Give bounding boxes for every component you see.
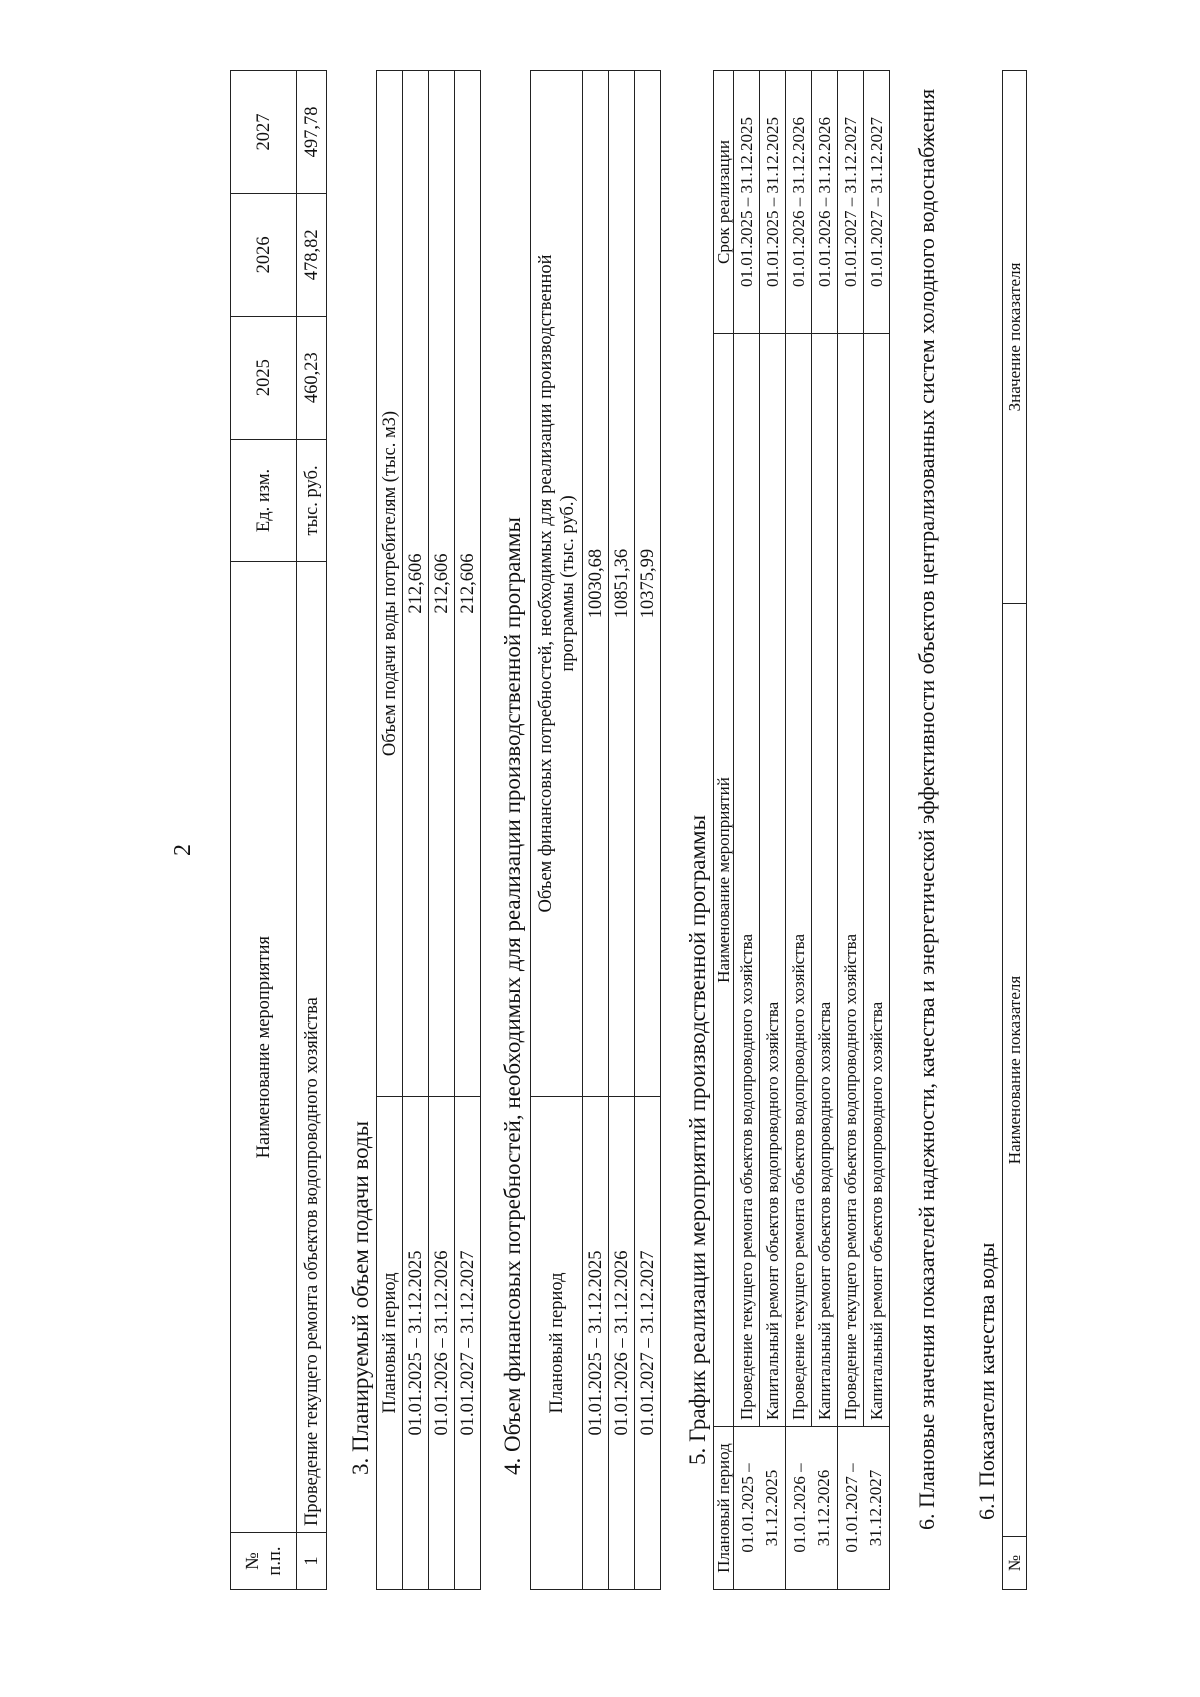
header-financial-needs: Объем финансовых потребностей, необходимых для реализации производственной программы (тыс. руб.) — [531, 71, 583, 1097]
table-row — [403, 71, 429, 1590]
cell-period: 01.01.2027 – 31.12.2027 — [635, 1097, 661, 1590]
cell-amount: 10851,36 — [609, 71, 635, 1097]
cell-deadline: 01.01.2026 – 31.12.2026 — [812, 71, 838, 334]
cell-measure: Капитальный ремонт объектов водопроводного хозяйства — [812, 334, 838, 1427]
page-number: 2 — [170, 844, 196, 856]
cell-period: 01.01.2026 – 31.12.2026 — [429, 1097, 455, 1590]
section-6-1-subtitle: 6.1 Показатели качества воды — [974, 1242, 999, 1520]
table-row — [583, 71, 609, 1590]
cell-measure: Капитальный ремонт объектов водопроводного хозяйства — [760, 334, 786, 1427]
cell-deadline: 01.01.2026 – 31.12.2026 — [786, 71, 812, 334]
water-supply-volume-table — [376, 70, 481, 1590]
measures-cost-table — [230, 70, 327, 1590]
table-row — [635, 71, 661, 1590]
header-2025: 2025 — [231, 316, 297, 439]
cell-deadline: 01.01.2027 – 31.12.2027 — [864, 71, 890, 334]
header-planned-period: Плановый период — [377, 1097, 403, 1590]
table-row — [609, 71, 635, 1590]
cell-period: 01.01.2025 – 31.12.2025 — [583, 1097, 609, 1590]
financial-needs-table — [530, 70, 661, 1590]
header-measure-name: Наименование мероприятия — [231, 562, 297, 1533]
table-row — [786, 71, 812, 1590]
cell-volume: 212,606 — [455, 71, 481, 1097]
header-measures: Наименование мероприятий — [714, 334, 734, 1427]
header-unit: Ед. изм. — [231, 439, 297, 562]
schedule-table — [713, 70, 890, 1590]
table-row — [838, 71, 864, 1590]
table-row — [864, 71, 890, 1590]
cell-measure: Проведение текущего ремонта объектов водопроводного хозяйства — [734, 334, 760, 1427]
header-number: № — [1003, 1537, 1027, 1590]
cell-deadline: 01.01.2025 – 31.12.2025 — [734, 71, 760, 334]
cell-2026: 478,82 — [297, 193, 327, 316]
cell-period: 01.01.2025 – 31.12.2025 — [734, 1427, 786, 1590]
header-indicator-value: Значение показателя — [1003, 71, 1027, 604]
cell-deadline: 01.01.2027 – 31.12.2027 — [838, 71, 864, 334]
section-4-title: 4. Объем финансовых потребностей, необходимых для реализации производственной программы — [500, 517, 525, 1475]
header-indicator-name: Наименование показателя — [1003, 604, 1027, 1537]
header-planned-period: Плановый период — [531, 1097, 583, 1590]
rotated-page — [170, 70, 1030, 1590]
table-row — [734, 71, 760, 1590]
cell-volume: 212,606 — [403, 71, 429, 1097]
cell-measure: Капитальный ремонт объектов водопроводного хозяйства — [864, 334, 890, 1427]
section-3-title: 3. Планируемый объем подачи воды — [348, 1120, 373, 1475]
cell-measure: Проведение текущего ремонта объектов водопроводного хозяйства — [838, 334, 864, 1427]
cell-amount: 10375,99 — [635, 71, 661, 1097]
section-5-title: 5. График реализации мероприятий производственной программы — [685, 814, 710, 1465]
cell-measure: Проведение текущего ремонта объектов водопроводного хозяйства — [786, 334, 812, 1427]
cell-measure-name: Проведение текущего ремонта объектов водопроводного хозяйства — [297, 562, 327, 1533]
table-row — [429, 71, 455, 1590]
header-2026: 2026 — [231, 193, 297, 316]
header-2027: 2027 — [231, 71, 297, 194]
cell-period: 01.01.2027 – 31.12.2027 — [838, 1427, 890, 1590]
header-number: № п.п. — [231, 1533, 297, 1590]
section-6-title: 6. Плановые значения показателей надежности, качества и энергетической эффективности объектов централизованных систем холодного водоснабжения — [914, 88, 939, 1530]
cell-2025: 460,23 — [297, 316, 327, 439]
cell-number: 1 — [297, 1533, 327, 1590]
cell-deadline: 01.01.2025 – 31.12.2025 — [760, 71, 786, 334]
cell-period: 01.01.2026 – 31.12.2026 — [609, 1097, 635, 1590]
cell-period: 01.01.2027 – 31.12.2027 — [455, 1097, 481, 1590]
cell-volume: 212,606 — [429, 71, 455, 1097]
header-supply-volume: Объем подачи воды потребителям (тыс. м3) — [377, 71, 403, 1097]
header-deadline: Срок реализации — [714, 71, 734, 334]
cell-period: 01.01.2025 – 31.12.2025 — [403, 1097, 429, 1590]
table-row — [455, 71, 481, 1590]
table-row — [812, 71, 838, 1590]
water-quality-table — [1002, 70, 1027, 1590]
table-row — [297, 71, 327, 1590]
cell-unit: тыс. руб. — [297, 439, 327, 562]
table-row — [760, 71, 786, 1590]
cell-2027: 497,78 — [297, 71, 327, 194]
cell-amount: 10030,68 — [583, 71, 609, 1097]
cell-period: 01.01.2026 – 31.12.2026 — [786, 1427, 838, 1590]
header-planned-period: Плановый период — [714, 1427, 734, 1590]
